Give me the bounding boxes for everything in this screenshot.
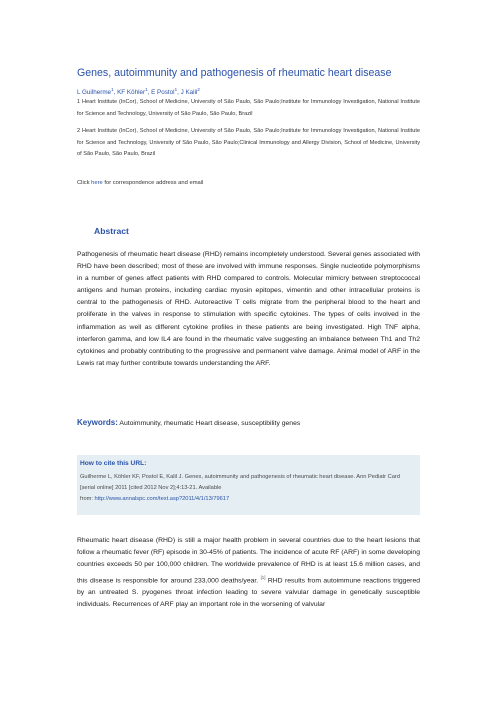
keywords-line xyxy=(77,418,300,427)
intro-text: Rheumatic heart disease (RHD) is still a major health problem in several countries due to the heart lesions that follow a rheumatic fever (RF) episode in 30-45% of patients. The incidence of acute RF (ARF) in some developing countries exceeds 50 per 100,000 children. The worldwide prevalence of RHD is at least 15.6 million cases, and this disease is responsible for around 233,000 deaths/year. xyxy=(77,537,420,584)
citation-url-link[interactable]: http://www.annalspc.com/text.asp?2011/4/1/13/79617 xyxy=(94,496,230,503)
introduction-paragraph xyxy=(77,535,420,611)
keywords-label: Keywords: xyxy=(77,418,118,427)
citation-box xyxy=(77,455,420,515)
affiliation-1 xyxy=(77,97,420,120)
abstract-text: Pathogenesis of rheumatic heart disease (RHD) remains incompletely understood. Several genes associated with RHD have been described; most of these are involved with immune responses. Single nucleotide polymorphisms in a number of genes affect patients with RHD compared to controls. Molecular mimicry between streptococcal antigens and human proteins, including cardiac myosin epitopes, vimentin and other intracellular proteins is central to the pathogenesis of RHD. Autoreactive T cells migrate from the peripheral blood to the heart and proliferate in the valves in response to stimulation with specific cytokines. The types of cells involved in the inflammation as well as different cytokine profiles in these patients are being investigated. High TNF alpha, interferon gamma, and low IL4 are found in the rheumatic valve suggesting an imbalance between Th1 and Th2 cytokines and probably contributing to the progressive and permanent valve damage. Animal model of ARF in the Lewis rat may further contribute towards understanding the ARF. xyxy=(77,251,420,367)
author-name[interactable]: KF Köhler xyxy=(117,89,146,97)
author-affiliation-mark: 1 xyxy=(174,87,178,92)
author-name[interactable]: L Guilherme xyxy=(77,89,112,97)
citation-text: Guilherme L, Köhler KF, Postol E, Kalil J. Genes, autoimmunity and pathogenesis of rheumatic heart disease. Ann Pediatr Card [serial online] 2011 [cited 2012 Nov 2];4:13-21. Available xyxy=(80,474,400,492)
affiliation-text: Heart Institute (InCor), School of Medicine, University of São Paulo, São Paulo;Institute for Immunology Investigation, National Institute for Science and Technology, University of São Paulo, São Paulo, Brazil xyxy=(77,99,420,117)
correspondence-prefix: Click xyxy=(77,180,92,186)
affiliation-text: Heart Institute (InCor), School of Medicine, University of São Paulo, São Paulo;Institute for Immunology Investigation, National Institute for Science and Technology, University of São Paulo, São Paulo;Clinical Immunology and Allergy Division, School of Medicine, University of São Paulo, São Paulo, Brazil xyxy=(77,128,420,158)
author-affiliation-mark: 1 xyxy=(145,87,148,92)
intro-text-continued: RHD results from autoimmune reactions triggered by an untreated S. pyogenes throat infection leading to severe valvular damage in genetically susceptible individuals. Recurrences of ARF play an important role in the worsening of valvular xyxy=(77,576,421,609)
affiliation-mark: 1 xyxy=(77,99,81,105)
reference-link[interactable]: [1] xyxy=(260,574,266,580)
author-affiliation-mark: 1 xyxy=(111,87,114,92)
author-list xyxy=(77,87,200,96)
correspondence-link[interactable]: here xyxy=(91,180,103,186)
abstract-heading: Abstract xyxy=(94,226,129,236)
citation-from-prefix: from: xyxy=(80,496,95,503)
affiliation-2 xyxy=(77,126,420,161)
citation-heading: How to cite this URL: xyxy=(80,460,147,467)
author-name[interactable]: E Postol xyxy=(151,89,175,97)
article-title: Genes, autoimmunity and pathogenesis of rheumatic heart disease xyxy=(77,67,392,79)
author-name[interactable]: J Kalil xyxy=(180,89,198,97)
affiliation-mark: 2 xyxy=(77,128,81,134)
author-separator: , xyxy=(177,89,181,97)
correspondence-suffix: for correspondence address and email xyxy=(102,180,204,186)
correspondence-line xyxy=(77,180,203,186)
citation-text-block xyxy=(80,472,414,506)
keywords-text: Autoimmunity, rheumatic Heart disease, susceptibility genes xyxy=(117,420,301,427)
author-separator: , xyxy=(147,89,152,97)
author-separator: , xyxy=(113,89,118,97)
author-affiliation-mark: 2 xyxy=(197,87,200,92)
